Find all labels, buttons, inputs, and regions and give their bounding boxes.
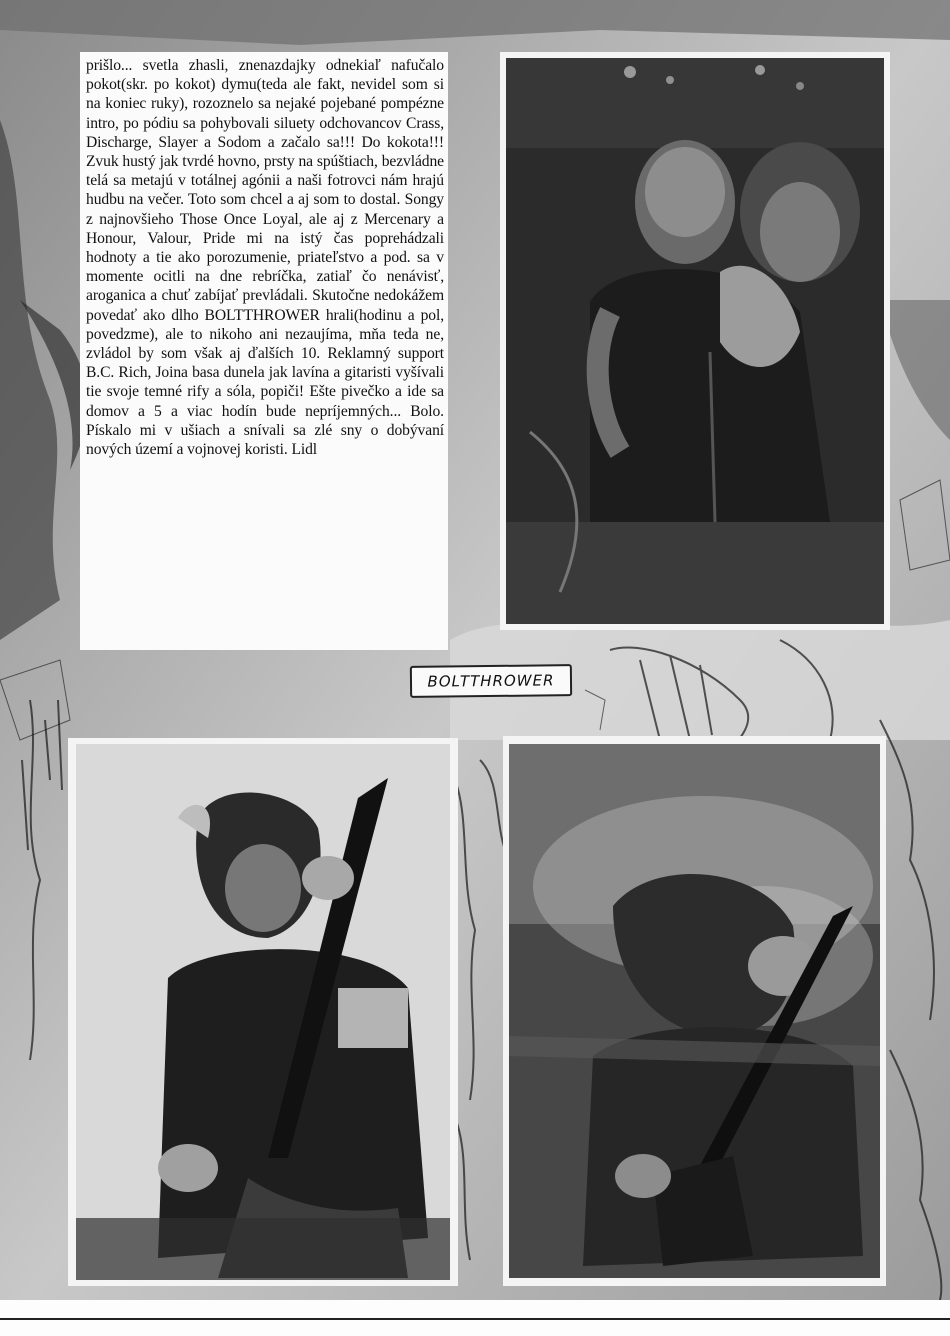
band-logo-text: BOLTTHROWER [427, 671, 555, 691]
guitarist-photo-image [68, 738, 458, 1286]
article-text-block [80, 52, 448, 650]
band-logo [410, 664, 572, 698]
article-body: prišlo... svetla zhasli, znenazdajky odnekiaľ nafučalo pokot(skr. po kokot) dymu(teda ale fakt, nevidel som si na koniec ruky), rozoznelo sa nejaké pojebané pompézne intro, po pódiu sa pohybovali siluety odchovancov Crass, Discharge, Slayer a Sodom a začalo sa!!! Do kokota!!! Zvuk hustý jak tvrdé hovno, prsty na spúštiach, bezvládne telá sa metajú v totálnej agónii a naši fotrovci nám hrajú hudbu na večer. Toto som chcel a aj som to dostal. Songy z najnovšieho Those Once Loyal, ale aj z Mercenary a Honour, Valour, Pride mi na istý čas poprehádzali hodnoty a tie ako porozumenie, priateľstvo a pod. sa v momente ocitli na dne rebríčka, zatiaľ čo nenávisť, aroganica a chuť zabíjať prevládali. Skutočne nedokážem povedať ako dlho BOLTTHROWER hrali(hodinu a pol, povedzme), ale to nikoho ani nezaujíma, mňa teda ne, zvládol by som však aj ďalších 10. Reklamný support B.C. Rich, Joina basa dunela jak lavína a gitaristi vyšívali tie svoje temné rify a sóla, popiči! Ešte pivečko a ide sa domov a 5 a viac hodín bude nepríjemných... Bolo. Pískalo mi v ušiach a snívali sa zlé sny o dobývaní nových území a vojnovej koristi. Lidl [86, 57, 444, 459]
vocalist-photo-image [500, 52, 890, 630]
photo-guitarist [68, 738, 458, 1286]
photo-bassist [503, 736, 886, 1286]
photo-vocalist [500, 52, 890, 630]
bassist-photo-image [503, 736, 886, 1286]
page-bottom-rule [0, 1318, 950, 1320]
